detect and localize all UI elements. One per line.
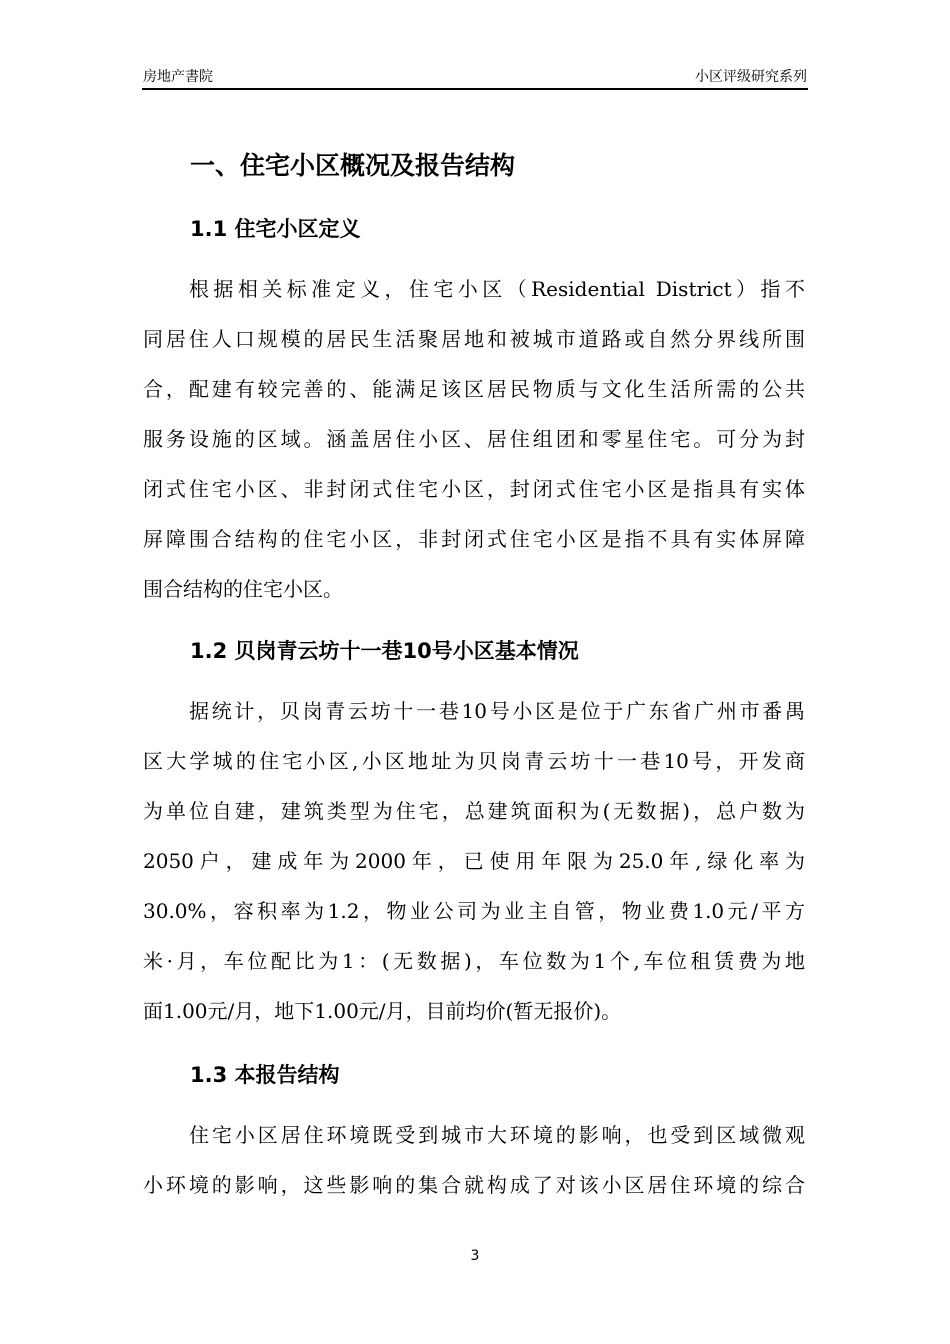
paragraph-line: 面1.00元/月，地下1.00元/月，目前均价(暂无报价)。 bbox=[143, 999, 622, 1023]
paragraph-line: 据统计，贝岗青云坊十一巷10号小区是位于广东省广州市番禺 bbox=[189, 699, 805, 723]
paragraph-line: 根据相关标准定义，住宅小区（Residential District）指不 bbox=[189, 277, 805, 301]
paragraph-line: 同居住人口规模的居民生活聚居地和被城市道路或自然分界线所围 bbox=[143, 327, 805, 351]
page-number: 3 bbox=[470, 1248, 480, 1264]
paragraph-line: 住宅小区居住环境既受到城市大环境的影响，也受到区域微观 bbox=[189, 1123, 805, 1147]
paragraph-line: 2050户，建成年为2000年，已使用年限为25.0年,绿化率为 bbox=[143, 849, 805, 873]
paragraph-line: 小环境的影响，这些影响的集合就构成了对该小区居住环境的综合 bbox=[143, 1173, 805, 1197]
header-right: 小区评级研究系列 bbox=[695, 69, 807, 85]
paragraph-line: 米·月，车位配比为1：(无数据)，车位数为1个,车位租赁费为地 bbox=[143, 949, 805, 973]
header-left: 房地产書院 bbox=[143, 69, 213, 85]
paragraph-line: 服务设施的区域。涵盖居住小区、居住组团和零星住宅。可分为封 bbox=[143, 427, 805, 451]
paragraph-line: 为单位自建，建筑类型为住宅，总建筑面积为(无数据)，总户数为 bbox=[143, 799, 805, 823]
paragraph-line: 闭式住宅小区、非封闭式住宅小区，封闭式住宅小区是指具有实体 bbox=[143, 477, 805, 501]
paragraph-line: 屏障围合结构的住宅小区，非封闭式住宅小区是指不具有实体屏障 bbox=[143, 527, 805, 551]
section-heading: 1.1 住宅小区定义 bbox=[190, 217, 361, 241]
paragraph-line: 区大学城的住宅小区,小区地址为贝岗青云坊十一巷10号，开发商 bbox=[143, 749, 805, 773]
paragraph-line: 合，配建有较完善的、能满足该区居民物质与文化生活所需的公共 bbox=[143, 377, 805, 401]
section-heading: 1.2 贝岗青云坊十一巷10号小区基本情况 bbox=[190, 639, 579, 663]
paragraph-line: 围合结构的住宅小区。 bbox=[143, 577, 343, 601]
header-rule bbox=[142, 88, 808, 90]
chapter-title: 一、住宅小区概况及报告结构 bbox=[190, 151, 516, 180]
paragraph-line: 30.0%，容积率为1.2，物业公司为业主自管，物业费1.0元/平方 bbox=[143, 899, 805, 923]
section-heading: 1.3 本报告结构 bbox=[190, 1063, 340, 1087]
